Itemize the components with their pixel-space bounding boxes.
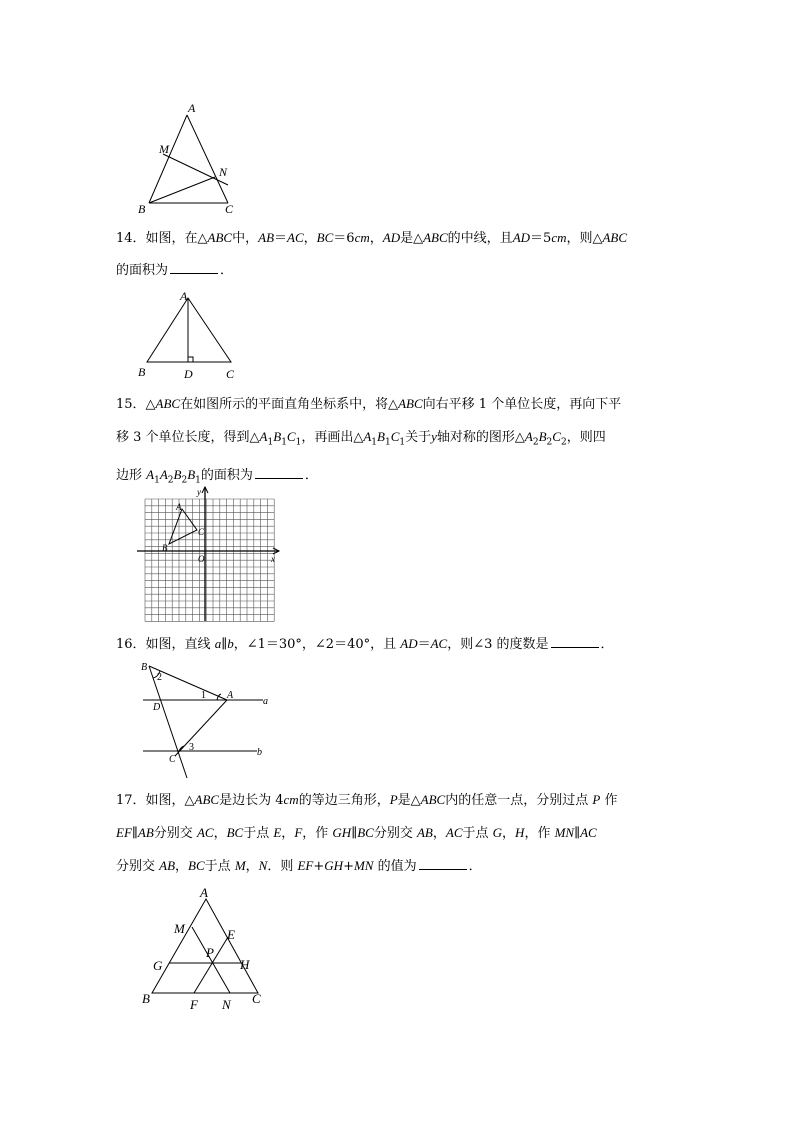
math-variable: C [390,429,400,444]
math-variable: AC [430,636,448,651]
q16-answer-blank[interactable] [551,635,599,648]
math-variable: AD [400,636,418,651]
math-variable: AC [287,230,304,245]
q17-line-2 [116,817,676,850]
text-run: + [343,859,354,874]
q17-line-3 [116,850,676,883]
text-run: ∥ [221,637,228,652]
q15-line-1 [116,388,676,421]
subscript: 2 [546,437,553,448]
q17-figure [138,885,278,1015]
q15-coordinate-grid [135,485,285,625]
math-variable: AD [382,230,401,245]
text-run: + [313,859,325,874]
subscript: 2 [532,437,539,448]
math-variable: M [234,858,246,873]
q16-line1-text [146,637,549,652]
q17-answer-blank[interactable] [419,857,467,870]
q14-label-d: D [184,367,193,381]
subscript: 2 [167,475,174,486]
q14-line-1 [116,222,676,255]
subscript: 1 [267,437,274,448]
q15-number: 15． [116,397,146,412]
text-run: ，作 [302,826,333,841]
q17-line1-text [146,793,618,808]
text-run: 分别交 [116,859,160,874]
question-14 [116,222,676,287]
math-variable: BC [188,858,205,873]
q16-label-b: B [141,662,148,673]
math-variable: F [294,825,303,840]
q14-label-b: B [138,365,146,379]
math-variable: cm [354,230,370,245]
q17-number: 17． [116,793,146,808]
math-variable: A [146,466,155,482]
q14-line2-after: ． [220,263,234,278]
text-run: 分别交 [153,826,197,841]
math-variable: BC [316,230,334,245]
math-variable: AC [580,825,597,840]
q16-label-2: 2 [157,672,162,683]
q16-label-c: C [169,754,176,765]
subscript: 1 [295,437,302,448]
q17-label-p: P [206,945,214,960]
q17-label-h: H [240,957,250,972]
q15-line1-text [146,397,622,412]
q13-label-n: N [219,165,228,179]
math-variable: B [538,429,547,444]
text-run: 是△ [400,231,424,246]
text-run: ，则△ [566,231,603,246]
text-run: 轴对称的图形△ [436,430,525,445]
math-variable: C [552,429,561,444]
math-variable: AD [512,230,531,245]
math-variable: BC [357,825,374,840]
q16-label-line-a: a [263,696,268,707]
math-variable: P [592,792,601,807]
math-variable: B [273,429,282,444]
q15-answer-blank[interactable] [255,466,303,479]
math-variable: cm [283,792,299,807]
subscript: 1 [371,437,378,448]
q14-label-a: A [180,289,188,303]
q15-label-x: x [271,554,275,564]
text-run: ， [369,231,383,246]
math-variable: MN [554,825,575,840]
q15-line3-after: ． [304,467,318,483]
q14-line1-text [146,231,628,246]
math-variable: ABC [207,230,233,245]
q16-label-d: D [153,702,161,713]
q16-label-line-b: b [257,747,262,758]
text-run: ，作 [524,826,555,841]
text-run: ＝5 [530,231,552,246]
text-run: ，则四 [566,430,606,445]
text-run: 的面积为 [200,467,253,483]
q13-label-b: B [138,202,146,216]
question-17 [116,784,676,883]
text-run: 的值为 [373,859,417,874]
text-run: 如图，直线 [145,637,215,652]
q14-right-angle-mark [188,357,193,362]
text-run: 中， [232,231,259,246]
text-run: 的中线，且 [447,231,513,246]
text-run: ＝ [417,637,431,652]
math-variable: A [159,466,168,482]
math-variable: cm [551,230,567,245]
math-variable: a [214,636,222,651]
math-variable: A [259,429,268,444]
q15-line2-text [116,429,606,448]
q14-line2-before: 的面积为 [116,263,169,278]
q16-label-3: 3 [189,742,194,753]
question-15 [116,388,676,496]
subscript: 1 [281,437,287,448]
q17-segment-mn [192,927,230,993]
subscript: 2 [181,475,188,486]
q17-triangle-abc [152,899,258,993]
subscript: 1 [154,475,160,486]
q13-label-m: M [159,142,169,156]
q15-line3-text [116,466,253,486]
text-run: ， [432,826,446,841]
math-variable: AB [258,230,275,245]
text-run: 于点 [204,859,235,874]
q17-label-c: C [252,991,261,1006]
text-run: ∥ [131,826,138,841]
text-run: 向右平移 1 个单位长度，再向下平 [422,397,622,412]
q17-line3-after: ． [468,859,482,874]
q14-line-2 [116,255,676,287]
math-variable: C [286,429,296,444]
q17-label-e: E [227,927,235,942]
math-variable: E [273,825,282,840]
q13-figure [135,100,245,220]
math-variable: ABC [420,792,446,807]
text-run: 作 [600,793,618,808]
math-variable: AB [159,858,176,873]
q16-label-a: A [227,690,234,701]
math-variable: EF [297,858,314,873]
text-run: ， [303,231,317,246]
subscript: 1 [384,437,391,448]
math-variable: G [492,825,503,840]
text-run: 于点 [462,826,493,841]
text-run: 是△ [397,793,421,808]
math-variable: B [173,466,182,482]
q17-line2-text [116,826,597,841]
text-run: 边形 [116,467,147,483]
q17-line3-text [116,859,417,874]
math-variable: H [515,825,525,840]
q16-line-bc [149,666,187,778]
q17-label-n: N [222,997,231,1012]
text-run: 关于 [405,430,432,445]
q13-segment-ac [187,115,228,203]
q17-label-b: B [142,991,150,1006]
text-run: ，再画出△ [301,430,364,445]
text-run: ， [281,826,295,841]
q14-label-c: C [226,367,235,381]
q15-label-c: C [198,527,205,537]
text-run: ， [175,859,189,874]
math-variable: y [431,429,437,444]
math-variable: GH [324,858,344,873]
q14-answer-blank[interactable] [170,261,218,274]
math-variable: A [524,429,533,444]
text-run: 内的任意一点，分别过点 [445,793,593,808]
text-run: 如图，在△ [145,231,208,246]
text-run: ， [502,826,516,841]
q17-label-f: F [190,997,198,1012]
text-run: ．则 [267,859,298,874]
math-variable: P [389,792,398,807]
math-variable: ABC [155,396,181,411]
subscript: 1 [399,437,406,448]
q15-label-o: O [198,554,205,564]
math-variable: AB [416,825,433,840]
math-variable: B [377,429,385,444]
math-variable: BC [226,825,244,840]
q17-label-g: G [153,958,163,973]
q15-label-y: y [197,487,201,497]
text-run: 的等边三角形， [298,793,390,808]
q17-label-m: M [174,921,185,936]
q14-triangle-abc [147,298,231,362]
math-variable: AC [445,825,463,840]
math-variable: A [363,429,372,444]
q13-label-a: A [188,101,196,115]
text-run: ＝6 [333,231,355,246]
math-variable: ABC [602,230,628,245]
q16-label-1: 1 [201,690,206,701]
q15-label-b: B [162,543,168,553]
subscript: 2 [560,437,567,448]
math-variable: GH [332,825,352,840]
q15-grid-lines [145,499,274,621]
q14-figure [135,290,245,385]
text-run: 于点 [243,826,274,841]
math-variable: ABC [423,230,448,245]
math-variable: B [187,466,196,482]
text-run: ， [213,826,227,841]
text-run: ， [245,859,259,874]
math-variable: AC [196,825,214,840]
q16-number: 16． [116,637,146,652]
math-variable: ABC [194,792,220,807]
q15-label-a: A [176,502,182,512]
math-variable: EF [116,825,132,840]
text-run: 在如图所示的平面直角坐标系中，将△ [180,397,399,412]
math-variable: b [227,636,234,651]
text-run: 是边长为 4 [219,793,284,808]
math-variable: AB [137,825,154,840]
q16-line-1 [116,628,676,661]
q17-label-a: A [200,885,208,900]
text-run: ∥ [574,826,581,841]
text-run: △ [145,397,156,412]
text-run: ＝ [274,231,288,246]
text-run: ∥ [351,826,358,841]
subscript: 1 [195,475,201,486]
math-variable: MN [353,858,374,873]
text-run: 如图，△ [145,793,195,808]
text-run: ，∠1＝30°，∠2＝40°，且 [233,637,401,652]
q16-segment-ac [175,700,227,756]
text-run: ，则∠3 的度数是 [447,637,549,652]
q15-line-2 [116,421,676,459]
q16-figure [135,658,275,783]
question-16 [116,628,676,661]
text-run: 分别交 [373,826,417,841]
math-variable: ABC [398,396,423,411]
math-variable: N [258,858,268,873]
q16-line1-after: ． [600,637,614,652]
text-run: 移 3 个单位长度，得到△ [116,430,260,445]
q17-line-1 [116,784,676,817]
q14-number: 14． [116,231,146,246]
q13-label-c: C [225,202,234,216]
